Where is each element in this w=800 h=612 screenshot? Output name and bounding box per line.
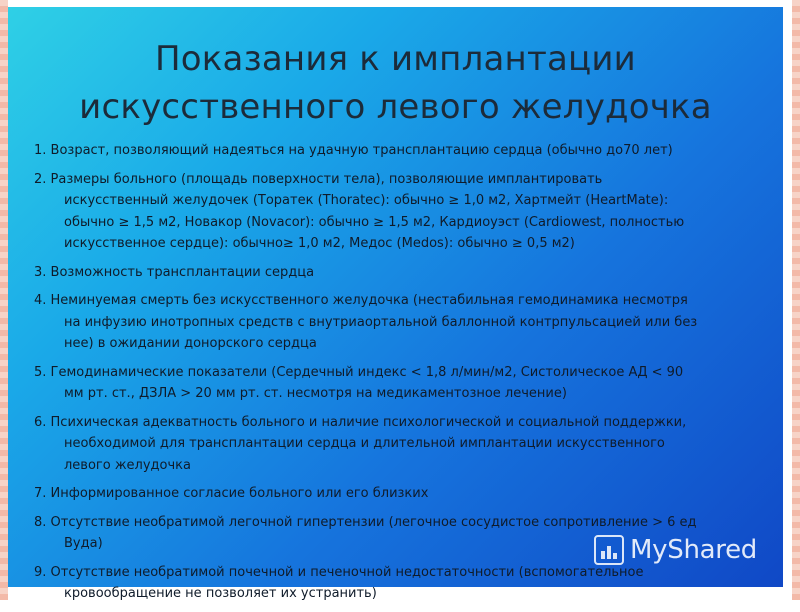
list-item	[34, 483, 754, 505]
watermark-text: MyShared	[630, 535, 757, 565]
list-item-line: 1. Возраст, позволяющий надеяться на удачную трансплантацию сердца (обычно до70 лет)	[34, 143, 673, 158]
list-item-line: 2. Размеры больного (площадь поверхности тела), позволяющие имплантировать	[34, 171, 603, 187]
list-item-line: искусственный желудочек (Торатек (Thoratec): обычно ≥ 1,0 м2, Хартмейт (HeartMate):	[64, 193, 669, 208]
list-item-line: 6. Психическая адекватность больного и наличие психологической и социальной поддержки,	[34, 414, 687, 430]
list-item-line: 3. Возможность трансплантации сердца	[34, 264, 315, 280]
list-item-line: 4. Неминуемая смерть без искусственного желудочка (нестабильная гемодинамика несмотря	[34, 293, 688, 308]
list-item-line: мм рт. ст., ДЗЛА > 20 мм рт. ст. несмотря на медикаментозное лечение)	[64, 386, 567, 401]
decorative-border-left	[0, 0, 8, 600]
list-item-line: кровообращение не позволяет их устранить)	[64, 586, 377, 601]
list-item	[34, 169, 754, 255]
list-item-line: 9. Отсутствие необратимой почечной и печеночной недостаточности (вспомогательное	[34, 564, 644, 580]
list-item-line: нее) в ожидании донорского сердца	[64, 336, 317, 351]
list-item-line: Вуда)	[64, 536, 103, 551]
list-item-line: 7. Информированное согласие больного или его близких	[34, 486, 429, 501]
presentation-board-icon	[594, 535, 624, 565]
list-item	[34, 290, 754, 355]
slide-title-line-1: Показания к имплантации	[155, 39, 636, 79]
list-item	[34, 412, 754, 477]
slide-title	[8, 35, 783, 131]
list-item-line: 5. Гемодинамические показатели (Сердечный индекс < 1,8 л/мин/м2, Систолическое АД < 90	[34, 364, 684, 380]
list-item-line: обычно ≥ 1,5 м2, Новакор (Novacor): обычно ≥ 1,5 м2, Кардиоуэст (Cardiowest, полностью	[64, 214, 685, 230]
slide-title-line-2: искусственного левого желудочка	[79, 87, 712, 127]
slide	[8, 7, 783, 601]
list-item	[34, 562, 754, 605]
list-item-line: искусственное сердце): обычно≥ 1,0 м2, Медос (Medos): обычно ≥ 0,5 м2)	[64, 236, 575, 251]
list-item-line: на инфузию инотропных средств с внутриаортальной баллонной контрпульсацией или без	[64, 314, 698, 330]
list-item-line: 8. Отсутствие необратимой легочной гипертензии (легочное сосудистое сопротивление > 6 ед	[34, 514, 697, 530]
list-item-line: левого желудочка	[64, 457, 191, 473]
decorative-border-right	[792, 0, 800, 600]
list-item	[34, 140, 754, 162]
list-item-line: необходимой для трансплантации сердца и длительной имплантации искусственного	[64, 436, 665, 451]
myshared-watermark	[594, 535, 757, 565]
list-item	[34, 262, 754, 284]
list-item	[34, 362, 754, 405]
